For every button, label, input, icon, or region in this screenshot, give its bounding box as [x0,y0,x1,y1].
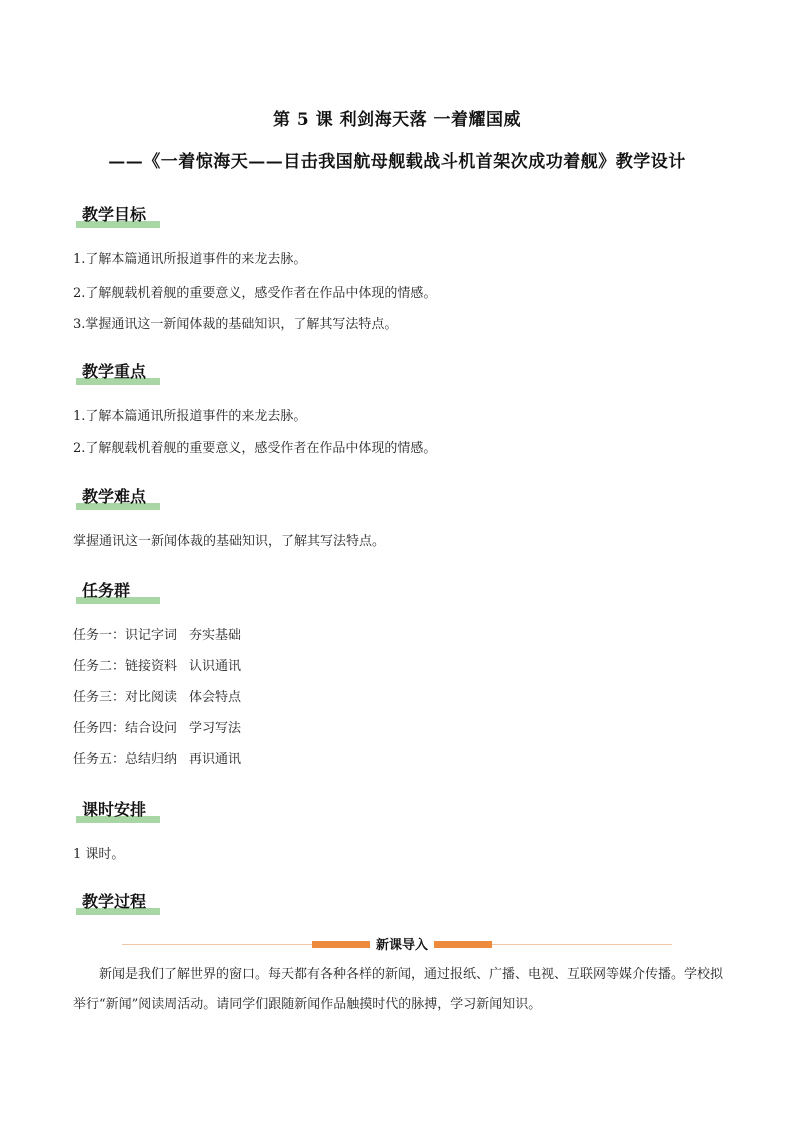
section-heading-label: 教学目标 [82,205,147,224]
lesson-title: 第 5 课 利剑海天落 一着耀国威 [272,110,521,130]
schedule-item: 1 课时。 [73,847,125,862]
task-detail: 再识通讯 [189,752,242,767]
task-detail: 体会特点 [189,690,242,705]
objective-item: 2.了解舰载机着舰的重要意义，感受作者在作品中体现的情感。 [73,286,437,301]
task-label: 任务一：识记字词 [73,628,178,643]
section-divider [122,934,672,954]
divider-accent-left [312,941,370,948]
keypoint-item: 1.了解本篇通讯所报道事件的来龙去脉。 [73,409,307,424]
task-label: 任务三：对比阅读 [73,690,178,705]
task-detail: 认识通讯 [189,659,242,674]
divider-label: 新课导入 [370,934,434,953]
task-label: 任务四：结合设问 [73,721,178,736]
task-item [73,748,241,767]
difficulty-item: 掌握通讯这一新闻体裁的基础知识，了解其写法特点。 [73,534,386,549]
keypoint-item: 2.了解舰载机着舰的重要意义，感受作者在作品中体现的情感。 [73,441,437,456]
task-item [73,655,241,674]
section-heading-label: 教学重点 [82,362,147,381]
task-item [73,624,241,643]
task-detail: 学习写法 [189,721,242,736]
objective-item: 3.掌握通讯这一新闻体裁的基础知识，了解其写法特点。 [73,317,398,332]
intro-paragraph: 新闻是我们了解世界的窗口。每天都有各种各样的新闻，通过报纸、广播、电视、互联网等媒介传播。学校拟举行“新闻”阅读周活动。请同学们跟随新闻作品触摸时代的脉搏，学习新闻知识。 [73,967,724,1012]
task-label: 任务五：总结归纳 [73,752,178,767]
task-item [73,686,241,705]
section-heading-label: 教学过程 [82,892,147,911]
section-heading-label: 教学难点 [82,487,147,506]
task-item [73,717,241,736]
task-label: 任务二：链接资料 [73,659,178,674]
divider-accent-right [434,941,492,948]
objective-item: 1.了解本篇通讯所报道事件的来龙去脉。 [73,252,307,267]
section-heading-label: 任务群 [82,581,131,600]
task-detail: 夯实基础 [189,628,242,643]
section-heading-label: 课时安排 [82,800,147,819]
lesson-subtitle: ——《一着惊海天——目击我国航母舰载战斗机首架次成功着舰》教学设计 [108,152,686,172]
